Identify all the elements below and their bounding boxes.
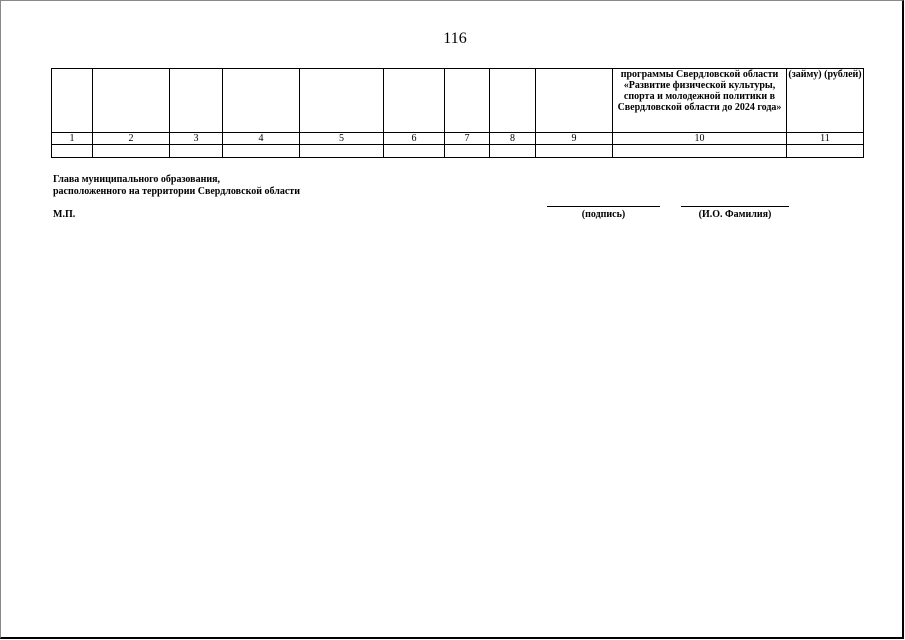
table-cell <box>93 145 170 158</box>
official-title-line-1: Глава муниципального образования, <box>53 174 221 185</box>
table-cell <box>300 145 384 158</box>
form-table <box>51 68 864 158</box>
header-cell-10: программы Свердловской области «Развитие физической культуры, спорта и молодежной политики в Свердловской области до 2024 года» <box>613 69 787 133</box>
header-cell-6 <box>384 69 445 133</box>
header-cell-4 <box>223 69 300 133</box>
official-title-line-2: расположенного на территории Свердловской области <box>53 186 300 197</box>
table-cell <box>787 145 864 158</box>
table-cell <box>223 145 300 158</box>
column-number: 11 <box>787 133 864 145</box>
table-cell <box>445 145 490 158</box>
column-number: 8 <box>490 133 536 145</box>
signature-caption: (подпись) <box>581 209 626 220</box>
column-number: 3 <box>170 133 223 145</box>
stamp-label: М.П. <box>53 209 76 220</box>
column-number: 4 <box>223 133 300 145</box>
column-number: 10 <box>613 133 787 145</box>
table-header-row <box>52 69 864 133</box>
name-line <box>681 206 789 207</box>
table-cell <box>170 145 223 158</box>
column-number: 2 <box>93 133 170 145</box>
table-cell <box>613 145 787 158</box>
official-title <box>53 174 300 198</box>
table-row <box>52 145 864 158</box>
header-cell-1 <box>52 69 93 133</box>
header-cell-3 <box>170 69 223 133</box>
column-numbers-row <box>52 133 864 145</box>
column-number: 7 <box>445 133 490 145</box>
column-number: 1 <box>52 133 93 145</box>
table-cell <box>490 145 536 158</box>
name-caption: (И.О. Фамилия) <box>698 209 772 220</box>
column-number: 6 <box>384 133 445 145</box>
column-number: 9 <box>536 133 613 145</box>
header-cell-8 <box>490 69 536 133</box>
table-cell <box>536 145 613 158</box>
header-cell-11: (займу) (рублей) <box>787 69 864 133</box>
page-number: 116 <box>443 30 467 47</box>
header-cell-2 <box>93 69 170 133</box>
signature-line <box>547 206 660 207</box>
table-cell <box>384 145 445 158</box>
header-cell-5 <box>300 69 384 133</box>
header-cell-9 <box>536 69 613 133</box>
header-cell-7 <box>445 69 490 133</box>
column-number: 5 <box>300 133 384 145</box>
table-cell <box>52 145 93 158</box>
